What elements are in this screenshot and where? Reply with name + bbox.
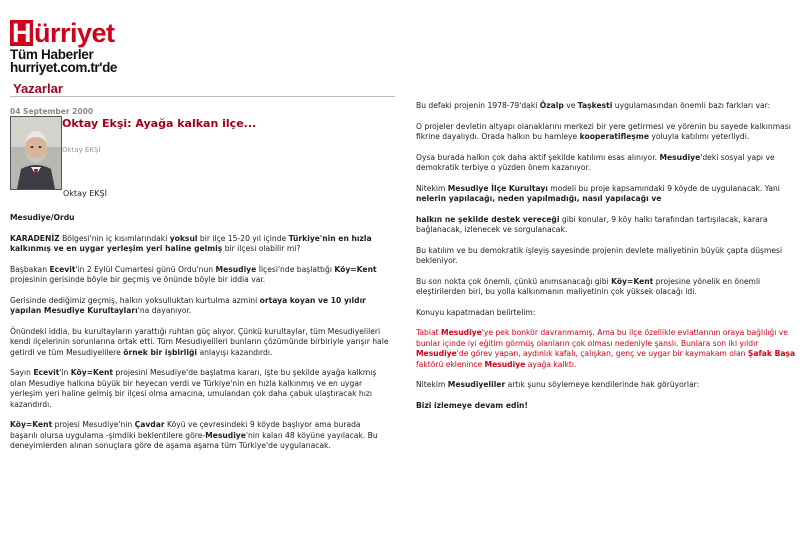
- logo-rest: ürriyet: [34, 18, 115, 48]
- author-name-small: Oktay EKŞİ: [62, 146, 101, 154]
- author-photo: [10, 116, 62, 190]
- hurriyet-logo[interactable]: [10, 18, 130, 74]
- article-body-left: [10, 213, 390, 462]
- paragraph: halkın ne şekilde destek vereceği gibi konular, 9 köy halkı tarafından tartışılacak, karara bağlanacak, izlenecek ve sorgulanacak.: [416, 214, 768, 234]
- dateline: Mesudiye/Ordu: [10, 213, 75, 222]
- paragraph: Önündeki iddia, bu kurultayların yarattığı ruhtan güç alıyor. Çünkü kurultaylar, tüm Mesudiyelileri kendi ilçelerinin sorunlarına ortak etti. Tüm Mesudiyelileri bunların çözümünde birbiriyle yarışır hale getirdi ve tüm Mesudiyelilere örnek bir işbirliği anlayışı kazandırdı.: [10, 326, 389, 357]
- paragraph: Nitekim Mesudiyeliler artık şunu söylemeye kendilerinde hak görüyorlar:: [416, 380, 700, 389]
- paragraph: O projeler devletin altyapı olanaklarını merkezi bir yere getirmesi ve yörenin bu sayede kalkınması fikrine dayalıydı. Orada halkın bu hamleye kooperatifleşme yoluyla katılımı yeterliydi.: [416, 121, 791, 141]
- paragraph: Başbakan Ecevit'in 2 Eylül Cumartesi günü Ordu'nun Mesudiye İlçesi'nde başlattığı Köy=Kent projesinin gerisinde böyle bir geçmiş ve önünde böyle bir iddia var.: [10, 264, 377, 284]
- paragraph: Bu son nokta çok önemli, çünkü anımsanacağı gibi Köy=Kent projesine yönelik en önemli eleştirilerden biri, bu yolla kalkınmanın maliyetinin çok yüksek olacağı idi.: [416, 276, 761, 296]
- paragraph: Nitekim Mesudiye İlçe Kurultayı modeli bu proje kapsamındaki 9 köyde de uygulanacak. Yani nelerin yapılacağı, neden yapılmadığı, nasıl yapılacağı ve: [416, 183, 780, 203]
- paragraph: Köy=Kent projesi Mesudiye'nin Çavdar Köyü ve çevresindeki 9 köyde başlıyor ama burada başarılı olursa uygulama -şimdiki beklentilere göre-Mesudiye'nin kalan 48 köyüne yayılacak. Bu deneyimlerden alınan sonuçlara göre de aşama aşama tüm Türkiye'de uygulanacak.: [10, 420, 378, 450]
- logo-h-box: H: [12, 18, 31, 48]
- paragraph: Bu katılım ve bu demokratik işleyiş sayesinde projenin devlete maliyetinin büyük çapta düşmesi bekleniyor.: [416, 245, 783, 265]
- logo-subtitle: Tüm Haberler: [10, 47, 94, 62]
- highlighted-paragraph: Tabiat Mesudiye'ye pek bonkör davranmamış. Ama bu ilçe özellikle evlatlarının oraya bağlılığı ve bunlar içinde iyi eğitim görmüş olanların çok olması nedeniyle şanslı. Bunlara son iki yıldır Mesudiye'de görev yapan, aydınlık kafalı, çalışkan, genç ve uygar bir kaymakam olan Şafak Başa faktörü eklenince Mesudiye ayağa kalktı.: [416, 328, 796, 369]
- paragraph: Sayın Ecevit'in Köy=Kent projesini Mesudiye'de başlatma kararı, işte bu şekilde ayağa kalkmış olan Mesudiye halkına büyük bir heyecan verdi ve Türkiye'nin en hızla kalkınmış ve en uygar yerleşim yeri haline gelmiş bir ilçesi olma amacına, umulandan çok daha çabuk ulaştıracak hızı kazandırdı.: [10, 368, 377, 409]
- section-divider: [10, 96, 395, 97]
- paragraph: KARADENİZ Bölgesi'nin iç kısımlarındaki yoksul bir ilçe 15-20 yıl içinde Türkiye'nin en hızla kalkınmış ve en uygar yerleşim yeri haline gelmiş bir ilçesi olabilir mi?: [10, 233, 372, 253]
- section-title: Yazarlar: [13, 81, 63, 96]
- article-date: 04 September 2000: [10, 107, 94, 116]
- author-caption: Oktay EKŞİ: [63, 189, 107, 198]
- paragraph: Konuyu kapatmadan belirtelim:: [416, 307, 536, 317]
- paragraph: Gerisinde dediğimiz geçmiş, halkın yoksulluktan kurtulma azmini ortaya koyan ve 10 yıldır yapılan Mesudiye Kurultayları'na dayanıyor.: [10, 295, 366, 315]
- article-title[interactable]: Oktay Ekşi: Ayağa kalkan ilçe...: [62, 117, 257, 130]
- paragraph: Bu defaki projenin 1978-79'daki Özalp ve Taşkesti uygulamasından önemli bazı farkları var:: [416, 101, 771, 110]
- paragraph: Oysa burada halkın çok daha aktif şekilde katılımı esas alınıyor. Mesudiye'deki sosyal yapı ve demokratik terbiye o yüzden önem kazanıyor.: [416, 152, 775, 172]
- logo-url: hurriyet.com.tr'de: [10, 60, 118, 75]
- logo-wordmark: [10, 18, 130, 48]
- closing-line: Bizi izlemeye devam edin!: [416, 400, 528, 410]
- article-body-right: [416, 101, 800, 421]
